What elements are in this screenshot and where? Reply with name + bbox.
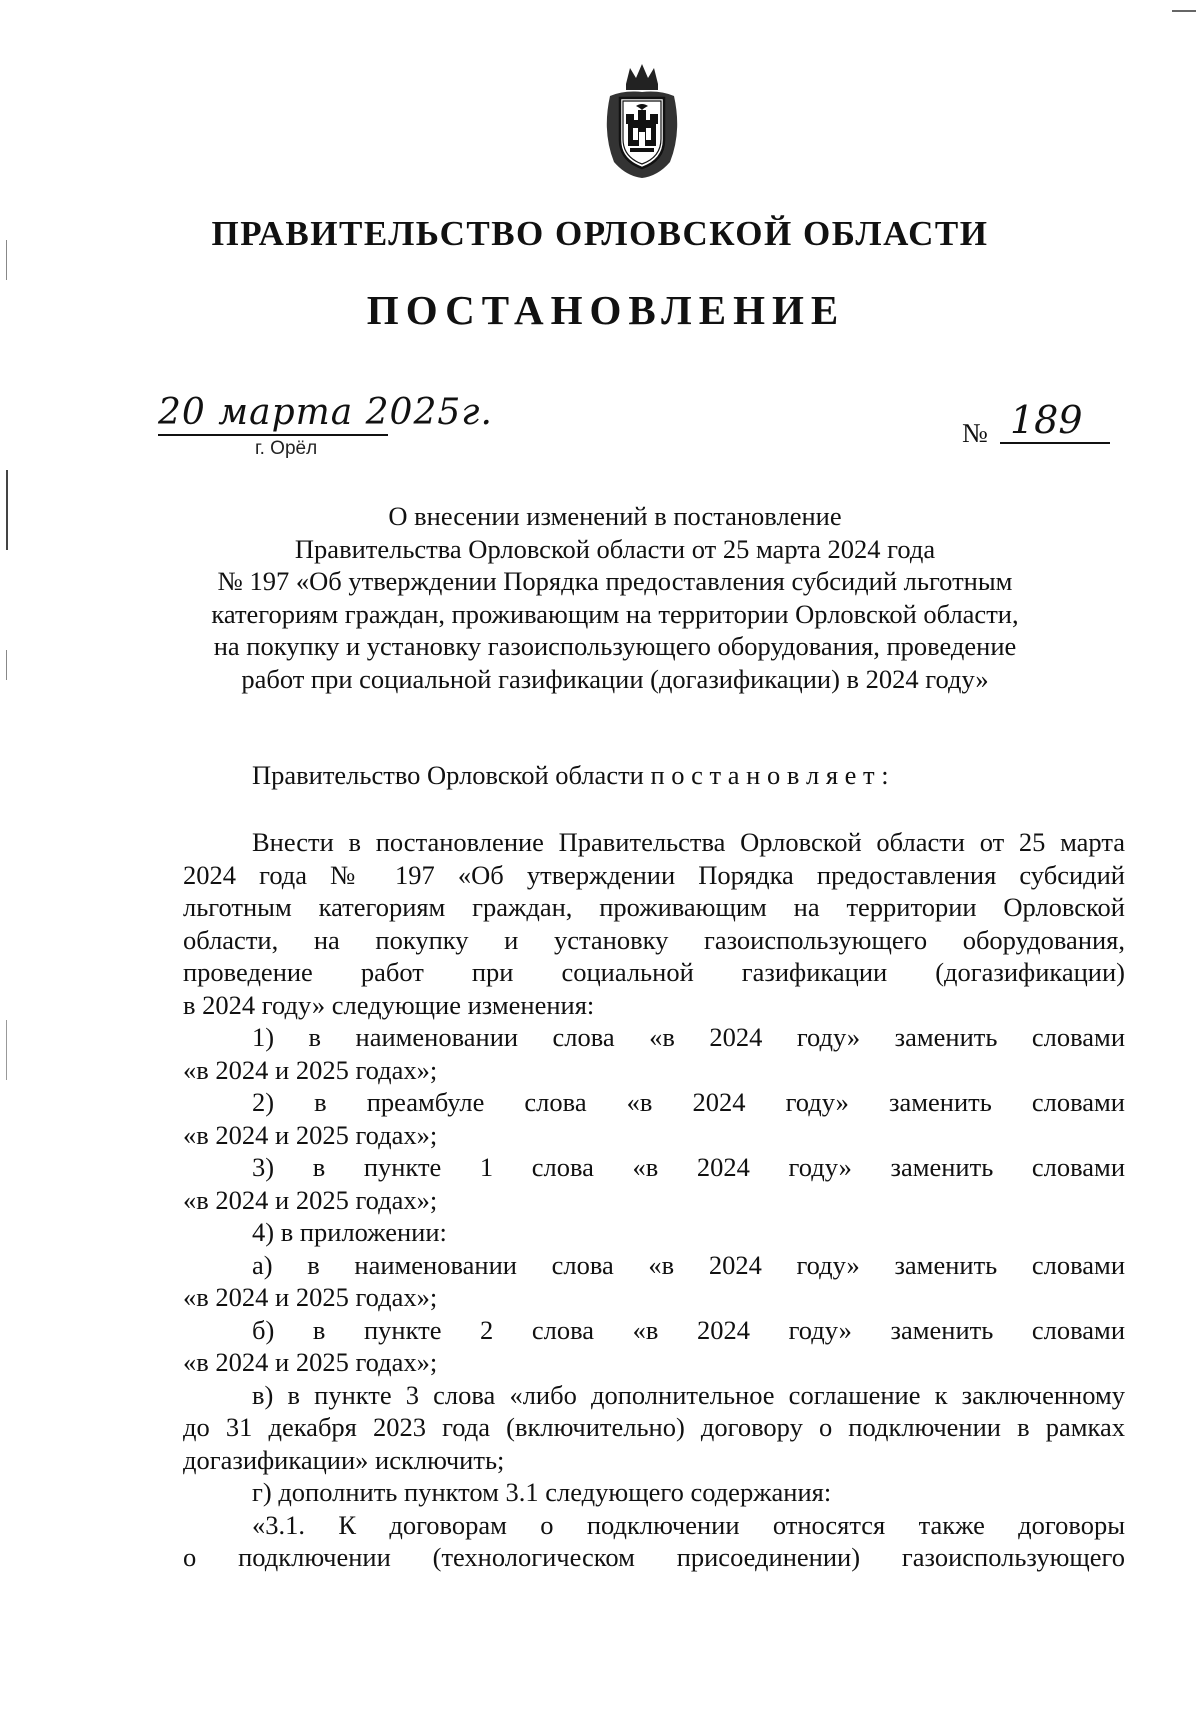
city-label: г. Орёл [255, 438, 318, 459]
handwritten-number: 189 [1010, 398, 1083, 442]
handwritten-date: 20 марта 2025г. [158, 392, 493, 433]
body-line: «в 2024 и 2025 годах»; [183, 1184, 438, 1215]
body-line: льготным категориям граждан, проживающим на территории Орловской [183, 892, 1125, 922]
scan-margin-mark [1172, 10, 1196, 12]
body-line: «3.1. К договорам о подключении относятся также договоры [252, 1509, 1125, 1540]
body-line: Внести в постановление Правительства Орловской области от 25 марта [252, 827, 1125, 857]
scan-margin-mark [6, 650, 7, 680]
government-title: ПРАВИТЕЛЬСТВО ОРЛОВСКОЙ ОБЛАСТИ [211, 214, 989, 253]
number-sign: № [962, 418, 988, 448]
body-line: «в 2024 и 2025 годах»; [183, 1119, 438, 1150]
body-line: «в 2024 и 2025 годах»; [183, 1054, 438, 1085]
scan-margin-mark [6, 470, 8, 550]
body-line: б) в пункте 2 слова «в 2024 году» заменить словами [252, 1314, 1125, 1345]
body-line: «в 2024 и 2025 годах»; [183, 1347, 438, 1377]
body-line: проведение работ при социальной газификации (догазификации) [183, 957, 1125, 987]
subject-line: № 197 «Об утверждении Порядка предоставления субсидий льготным [217, 566, 1013, 596]
preamble [252, 760, 889, 791]
preamble-resolves: п о с т а н о в л я е т : [650, 760, 889, 790]
document-subject [150, 500, 1080, 695]
body-line: 2024 года № 197 «Об утверждении Порядка предоставления субсидий [183, 859, 1125, 890]
coat-of-arms-emblem [600, 62, 684, 180]
document-date [158, 392, 518, 452]
subject-line: на покупку и установку газоиспользующего оборудования, проведение [213, 631, 1017, 661]
body-line: в 2024 году» следующие изменения: [183, 989, 595, 1020]
body-line: 1) в наименовании слова «в 2024 году» заменить словами [252, 1022, 1125, 1052]
body-line: г) дополнить пунктом 3.1 следующего содержания: [252, 1477, 832, 1507]
subject-line: О внесении изменений в постановление [388, 501, 842, 531]
scan-margin-mark [6, 1020, 7, 1080]
body-line: о подключении (технологическом присоединении) газоиспользующего [183, 1542, 1125, 1572]
document-body [183, 826, 1125, 1574]
body-line: области, на покупку и установку газоиспользующего оборудования, [183, 924, 1125, 955]
subject-line: категориям граждан, проживающим на территории Орловской области, [211, 598, 1019, 629]
subject-line: Правительства Орловской области от 25 марта 2024 года [294, 533, 936, 564]
body-line: 4) в приложении: [252, 1217, 447, 1247]
body-line: в) в пункте 3 слова «либо дополнительное соглашение к заключенному [252, 1379, 1125, 1410]
body-line: до 31 декабря 2023 года (включительно) договору о подключении в рамках [183, 1412, 1125, 1442]
date-underline [158, 434, 388, 436]
document-type-title: ПОСТАНОВЛЕНИЕ [366, 287, 846, 333]
coat-of-arms-icon [600, 62, 684, 180]
preamble-text: Правительство Орловской области [252, 760, 644, 790]
number-underline [1000, 442, 1110, 444]
body-line: 3) в пункте 1 слова «в 2024 году» заменить словами [252, 1152, 1125, 1182]
subject-line: работ при социальной газификации (догазификации) в 2024 году» [241, 663, 989, 694]
body-line: 2) в преамбуле слова «в 2024 году» заменить словами [252, 1087, 1125, 1117]
body-line: «в 2024 и 2025 годах»; [183, 1282, 438, 1312]
body-line: а) в наименовании слова «в 2024 году» заменить словами [252, 1249, 1125, 1280]
body-line: догазификации» исключить; [183, 1444, 505, 1475]
